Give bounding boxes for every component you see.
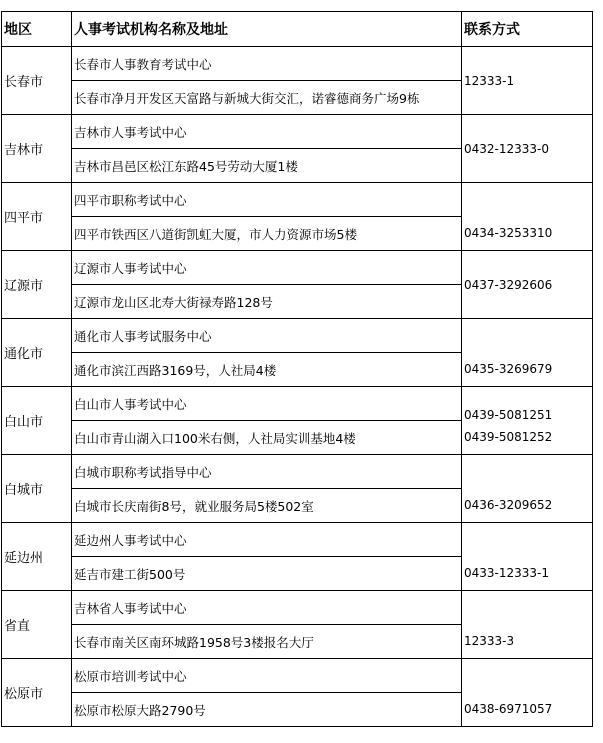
contact-cell bbox=[462, 47, 593, 115]
table-body bbox=[2, 47, 593, 727]
region-cell: 白山市 bbox=[2, 387, 72, 455]
contact-phone: 0439-5081251 bbox=[464, 408, 553, 422]
agency-name-cell: 白山市人事考试中心 bbox=[72, 387, 462, 421]
header-contact: 联系方式 bbox=[462, 12, 593, 47]
agency-address-cell: 松原市松原大路2790号 bbox=[72, 693, 462, 727]
contact-phone: 12333-3 bbox=[464, 634, 515, 648]
agency-name-cell: 白城市职称考试指导中心 bbox=[72, 455, 462, 489]
agency-address-cell: 四平市铁西区八道街凯虹大厦，市人力资源市场5楼 bbox=[72, 217, 462, 251]
agency-address-cell: 通化市滨江西路3169号，人社局4楼 bbox=[72, 353, 462, 387]
contact-cell bbox=[462, 319, 593, 387]
region-cell: 省直 bbox=[2, 591, 72, 659]
exam-agency-table bbox=[1, 11, 593, 727]
table-row bbox=[2, 183, 593, 217]
table-row bbox=[2, 115, 593, 149]
agency-address-cell: 延吉市建工街500号 bbox=[72, 557, 462, 591]
contact-cell bbox=[462, 183, 593, 251]
region-cell: 辽源市 bbox=[2, 251, 72, 319]
region-cell: 通化市 bbox=[2, 319, 72, 387]
contact-cell bbox=[462, 387, 593, 455]
table-row bbox=[2, 591, 593, 625]
region-cell: 松原市 bbox=[2, 659, 72, 727]
table-row bbox=[2, 455, 593, 489]
contact-phone: 0435-3269679 bbox=[464, 362, 553, 376]
contact-cell bbox=[462, 523, 593, 591]
region-cell: 吉林市 bbox=[2, 115, 72, 183]
contact-cell bbox=[462, 115, 593, 183]
agency-address-cell: 吉林市昌邑区松江东路45号劳动大厦1楼 bbox=[72, 149, 462, 183]
table-row bbox=[2, 47, 593, 81]
agency-address-cell: 长春市南关区南环城路1958号3楼报名大厅 bbox=[72, 625, 462, 659]
agency-address-cell: 长春市净月开发区天富路与新城大街交汇，诺睿德商务广场9栋 bbox=[72, 81, 462, 115]
table-row bbox=[2, 387, 593, 421]
agency-address-cell: 白城市长庆南街8号，就业服务局5楼502室 bbox=[72, 489, 462, 523]
agency-name-cell: 通化市人事考试服务中心 bbox=[72, 319, 462, 353]
agency-name-cell: 延边州人事考试中心 bbox=[72, 523, 462, 557]
contact-phone: 0438-6971057 bbox=[464, 702, 553, 716]
agency-name-cell: 吉林省人事考试中心 bbox=[72, 591, 462, 625]
region-cell: 长春市 bbox=[2, 47, 72, 115]
region-cell: 四平市 bbox=[2, 183, 72, 251]
contact-phone: 0439-5081252 bbox=[464, 430, 553, 444]
agency-name-cell: 辽源市人事考试中心 bbox=[72, 251, 462, 285]
agency-name-cell: 松原市培训考试中心 bbox=[72, 659, 462, 693]
contact-cell bbox=[462, 591, 593, 659]
header-org: 人事考试机构名称及地址 bbox=[72, 12, 462, 47]
table-header-row bbox=[2, 12, 593, 47]
region-cell: 白城市 bbox=[2, 455, 72, 523]
table-row bbox=[2, 659, 593, 693]
contact-phone: 0433-12333-1 bbox=[464, 566, 550, 580]
agency-address-cell: 辽源市龙山区北寿大街禄寿路128号 bbox=[72, 285, 462, 319]
contact-phone: 0432-12333-0 bbox=[464, 141, 550, 156]
contact-cell bbox=[462, 455, 593, 523]
contact-cell bbox=[462, 251, 593, 319]
contact-phone: 0436-3209652 bbox=[464, 498, 553, 512]
agency-name-cell: 吉林市人事考试中心 bbox=[72, 115, 462, 149]
agency-address-cell: 白山市青山湖入口100米右侧，人社局实训基地4楼 bbox=[72, 421, 462, 455]
exam-agency-table-wrap bbox=[1, 11, 593, 727]
table-row bbox=[2, 251, 593, 285]
header-region: 地区 bbox=[2, 12, 72, 47]
region-cell: 延边州 bbox=[2, 523, 72, 591]
table-row bbox=[2, 523, 593, 557]
contact-phone: 0437-3292606 bbox=[464, 277, 553, 292]
contact-phone: 12333-1 bbox=[464, 73, 515, 88]
table-row bbox=[2, 319, 593, 353]
agency-name-cell: 四平市职称考试中心 bbox=[72, 183, 462, 217]
agency-name-cell: 长春市人事教育考试中心 bbox=[72, 47, 462, 81]
contact-phone: 0434-3253310 bbox=[464, 226, 553, 240]
contact-cell bbox=[462, 659, 593, 727]
